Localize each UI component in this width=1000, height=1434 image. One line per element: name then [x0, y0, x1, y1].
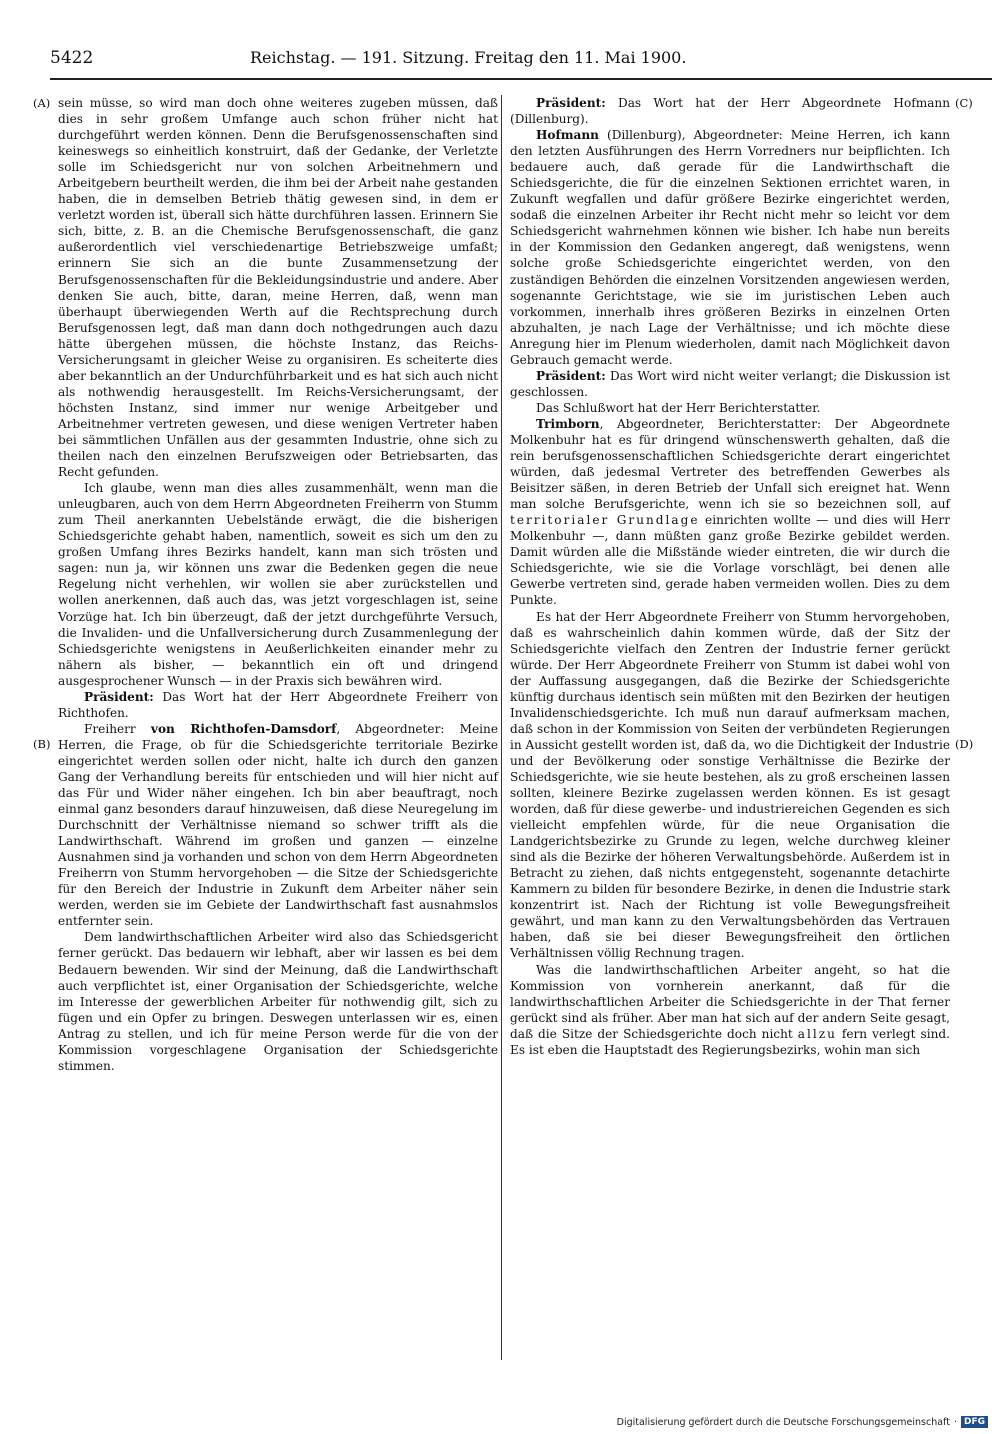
- paragraph: Es hat der Herr Abgeordnete Freiherr von Stumm hervorgehoben, daß es wahrscheinlich dahin kommen würde, daß der Sitz der Schiedsgerichte vielfach den Zentren der Industrie ferner gerückt würde. Der Herr Abgeordnete Freiherr von Stumm ist dabei wohl von der Auffassung ausgegangen, daß die Bezirke der Schiedsgerichte künftig durchaus identisch sein müßten mit den Bezirken der heutigen Invalidenschiedsgerichte. Ich muß nun darauf aufmerksam machen, daß schon in der Kommission von Seiten der verbündeten Regierungen in Aussicht gestellt worden ist, daß da, wo die Dichtigkeit der Industrie und der Bevölkerung oder sonstige Verhältnisse die Bezirke der Schiedsgerichte, wie sie heute bestehen, als zu groß erscheinen lassen sollten, kleinere Bezirke zugelassen werden können. Es ist gesagt worden, daß für diese gewerbe- und industriereichen Gegenden es sich vielleicht empfehlen würde, für die neue Organisation die Landgerichtsbezirke zu Grunde zu legen, welche durchweg kleiner sind als die Bezirke der höheren Verwaltungsbehörde. Außerdem ist in Betracht zu ziehen, daß nichts entgegensteht, sogenannte detachirte Kammern zu bilden für besondere Bezirke, in denen die Industrie stark konzentrirt ist. Nach der Richtung ist volle Bewegungsfreiheit gewährt, und man kann zu den Verwaltungsbehörden das Vertrauen haben, daß sie bei dieser Bewegungsfreiheit den örtlichen Verhältnissen völlig Rechnung tragen.: [510, 609, 950, 961]
- emphasized-text: allzu: [797, 1026, 837, 1041]
- speech-paragraph: [510, 95, 950, 127]
- margin-mark-a: (A): [33, 96, 51, 110]
- header-rule: [50, 78, 992, 80]
- speech-text: einrichten wollte — und dies will Herr Molkenbuhr —, dann müßten ganz große Bezirke gebildet werden. Damit würden alle die Mißstände wieder eintreten, die wir durch die Schiedsgerichte, wie sie die Vorlage vorschlägt, bei denen alle Gewerbe vertreten sind, gerade haben vermeiden wollen. Dies zu dem Punkte.: [510, 513, 950, 608]
- margin-mark-c: (C): [955, 96, 973, 110]
- paragraph-text: Was die landwirthschaftlichen Arbeiter angeht, so hat die Kommission von vornherein anerkannt, daß für die landwirthschaftlichen Arbeiter die Schiedsgerichte in der That ferner gerückt sind als früher. Aber man hat sich auf der andern Seite gesagt, daß die Sitze der Schiedsgerichte doch nicht: [510, 962, 950, 1041]
- column-divider: [501, 95, 502, 1360]
- speech-text: , Abgeordneter: Meine Herren, die Frage, ob für die Schiedsgerichte territoriale Bezirke eingerichtet werden sollen oder nicht, halte ich durch den ganzen Gang der Verhandlung bereits für entschieden und will hier nicht auf das Für und Wider näher eingehen. Ich bin aber beauftragt, noch einmal ganz besonders darauf hinzuweisen, daß diese Neuregelung im Durchschnitt der Verhältnisse niemand so schwer trifft als die Landwirthschaft. Während im großen und ganzen — einzelne Ausnahmen sind ja vorhanden und schon von dem Herrn Abgeordneten Freiherrn von Stumm hervorgehoben — die Sitze der Schiedsgerichte für den Bereich der Industrie in Zukunft dem Arbeiter näher sein werden, werden sie im Gebiete der Landwirthschaft fast ausnahmslos entfernter sein.: [58, 721, 498, 929]
- page-header: [50, 48, 992, 74]
- speaker-name: Trimborn: [536, 416, 600, 431]
- speaker-name: Präsident:: [536, 96, 606, 110]
- emphasized-text: territorialer Grundlage: [510, 513, 700, 528]
- speech-text: , Abgeordneter, Berichterstatter: Der Abgeordnete Molkenbuhr hat es für dringend wünschenswerth gehalten, daß die rein berufsgenossenschaftlichen Schiedsgerichte derart eingerichtet würden, daß jedesmal Vertreter des betreffenden Gewerbes als Beisitzer säßen, in deren Betrieb der Unfall sich ereignet hat. Wenn man solche Berufsgerichte, wenn ich sie so bezeichnen soll, auf: [510, 416, 950, 512]
- paragraph: [510, 962, 950, 1058]
- speech-paragraph: [510, 368, 950, 400]
- speaker-name: Präsident:: [84, 689, 154, 704]
- speaker-name: Präsident:: [536, 368, 606, 383]
- left-column: [58, 95, 498, 1074]
- speech-paragraph: [58, 689, 498, 721]
- speech-paragraph: [58, 721, 498, 930]
- speaker-name: Hofmann: [536, 128, 599, 143]
- running-head: Reichstag. — 191. Sitzung. Freitag den 11. Mai 1900.: [250, 48, 687, 67]
- footer-separator: ·: [953, 1416, 957, 1428]
- speaker-prefix: Freiherr: [84, 721, 151, 736]
- speech-paragraph: [510, 416, 950, 609]
- margin-mark-d: (D): [955, 737, 974, 751]
- right-column: [510, 95, 950, 1058]
- footer-credit: [617, 1416, 988, 1428]
- paragraph: sein müsse, so wird man doch ohne weiteres zugeben müssen, daß dies in sehr großem Umfange auch schon früher nicht hat durchgeführt werden können. Denn die Berufsgenossenschaften sind keineswegs so einheitlich konstruirt, daß der Gedanke, der Verletzte solle im Schiedsgericht nur von solchen Arbeitnehmern und Arbeitgebern beurtheilt werden, die ihm bei der Arbeit nahe gestanden haben, die in demselben Betrieb thätig gewesen sind, in dem er verletzt worden ist, überall sich hätte durchführen lassen. Erinnern Sie sich, bitte, z. B. an die Chemische Berufsgenossenschaft, die ganz außerordentlich viel verschiedenartige Betriebszweige umfaßt; erinnern Sie sich an die bunte Zusammensetzung der Berufsgenossenschaften für die Bekleidungsindustrie und andere. Aber denken Sie auch, bitte, daran, meine Herren, daß, wenn man überhaupt überwiegenden Werth auf die Rechtsprechung durch Berufsgenossen legt, daß man dann doch nothgedrungen auch dazu hätte übergehen müssen, die höchste Instanz, das Reichs-Versicherungsamt in gleicher Weise zu organisiren. Es scheiterte dies aber bekanntlich an der Undurchführbarkeit und es hat sich auch nicht als nothwendig herausgestellt. Im Reichs-Versicherungsamt, der höchsten Instanz, sind immer nur wenige Arbeitgeber und Arbeitnehmer vertreten gewesen, und diese wenigen Vertreter haben bei sämmtlichen Unfällen aus der gesammten Industrie, ohne sich zu theilen nach den einzelnen Berufszweigen oder Betriebsarten, das Recht gefunden.: [58, 96, 498, 480]
- speech-text: (Dillenburg), Abgeordneter: Meine Herren, ich kann den letzten Ausführungen des Herrn Vorredners nur beipflichten. Ich bedauere auch, daß gerade für die Landwirthschaft die Schiedsgerichte, die für die einzelnen Sektionen errichtet waren, in Zukunft wegfallen und dafür größere Bezirke eingerichtet werden, sodaß die einzelnen Arbeiter ihr Recht nicht mehr so leicht vor dem Schiedsgericht wahrnehmen können wie bisher. Ich habe nun bereits in der Kommission den Gedanken angeregt, daß wenigstens, wenn solche große Schiedsgerichte eingerichtet werden, von den zuständigen Behörden die einzelnen Vorsitzenden angewiesen werden, sogenannte Gerichtstage, wie sie im juristischen Leben auch vorkommen, innerhalb ihres größeren Bezirks in einzelnen Orten abzuhalten, je nach Lage der Verhältnisse; und ich möchte diese Anregung hier im Plenum wiederholen, damit nach Möglichkeit davon Gebrauch gemacht werde.: [510, 128, 950, 367]
- paragraph: Ich glaube, wenn man dies alles zusammenhält, wenn man die unleugbaren, auch von dem Herrn Abgeordneten Freiherrn von Stumm zum Theil anerkannten Uebelstände erwägt, die die bisherigen Schiedsgerichte gehabt haben, namentlich, soweit es sich um den zu großen Umfang ihres Bezirks handelt, kann man sich trösten und sagen: nun ja, wir können uns zwar die Bedenken gegen die neue Regelung nicht verhehlen, wir wollen sie aber zurückstellen und wollen anerkennen, daß auch das, was jetzt vorgeschlagen ist, seine Vorzüge hat. Ich bin überzeugt, daß der jetzt durchgeführte Versuch, die Invaliden- und die Unfallversicherung durch Zusammenlegung der Schiedsgerichte wenigstens in Aeußerlichkeiten einander mehr zu nähern als bisher, — bekanntlich ein oft und dringend ausgesprochener Wunsch — in der Praxis sich bewähren wird.: [58, 481, 498, 688]
- speaker-name: von Richthofen-Damsdorf: [150, 721, 337, 736]
- dfg-logo: DFG: [961, 1416, 988, 1428]
- paragraph-text: fern verlegt sind. Es ist eben die Hauptstadt des Regierungsbezirks, wohin man sich: [510, 1026, 950, 1057]
- page-number: 5422: [50, 48, 94, 68]
- speech-text: Das Wort hat der Herr Abgeordnete Freiherr von Richthofen.: [58, 689, 498, 720]
- speech-paragraph: [510, 127, 950, 368]
- speech-text: Das Wort wird nicht weiter verlangt; die Diskussion ist geschlossen.: [510, 368, 950, 399]
- paragraph: Das Schlußwort hat der Herr Berichterstatter.: [536, 400, 821, 415]
- paragraph: Dem landwirthschaftlichen Arbeiter wird also das Schiedsgericht ferner gerückt. Das bedauern wir lebhaft, aber wir lassen es bei dem Bedauern bewenden. Wir sind der Meinung, daß die Landwirthschaft auch verpflichtet ist, einer Organisation der Schiedsgerichte, welche im Interesse der gewerblichen Arbeiter für nothwendig gilt, sich zu fügen und ein Opfer zu bringen. Deswegen unterlassen wir es, einen Antrag zu stellen, und ich für meine Person werde für die von der Kommission vorgeschlagene Organisation der Schiedsgerichte stimmen.: [58, 930, 498, 1073]
- footer-credit-text: Digitalisierung gefördert durch die Deutsche Forschungsgemeinschaft: [616, 1416, 950, 1428]
- speech-text: Das Wort hat der Herr Abgeordnete Hofmann (Dillenburg).: [510, 96, 950, 127]
- margin-mark-b: (B): [33, 737, 51, 751]
